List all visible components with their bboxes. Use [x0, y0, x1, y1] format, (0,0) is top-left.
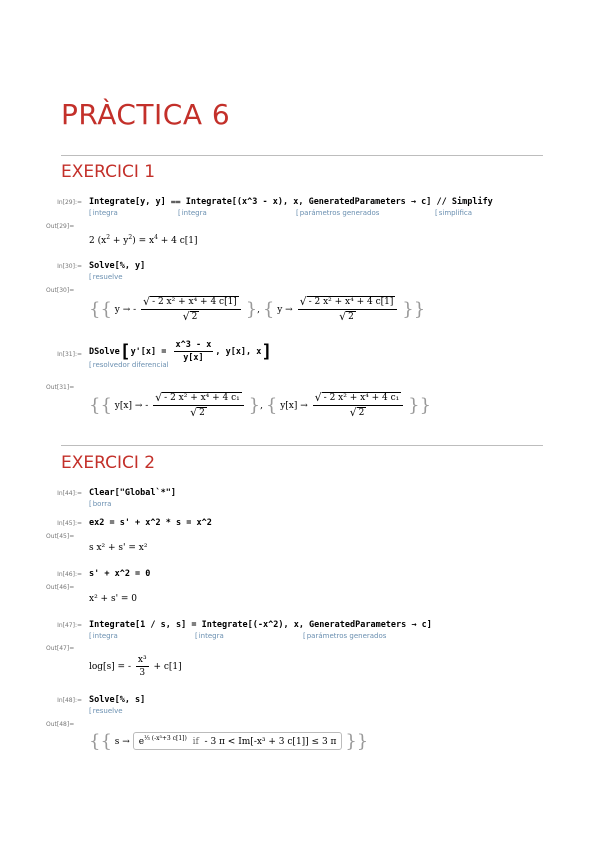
rule-arrow: y[x] → -: [114, 401, 149, 411]
function-hint[interactable]: [ resolvedor diferencial: [89, 361, 169, 369]
exp-power: ⅓ (-x³+3 c[1]): [144, 735, 187, 742]
if-keyword: if: [192, 737, 199, 747]
conditional-expression[interactable]: [133, 732, 343, 750]
output-part: ) = x: [132, 236, 155, 246]
section-heading-ex2: EXERCICI 2: [61, 453, 156, 473]
function-hint[interactable]: [ borra: [89, 500, 111, 508]
input-cell[interactable]: DSolve[y'[x] = $\frac{x\^{}3 - x}{y[x]}$ , y[x], x]: [89, 340, 273, 363]
function-hint[interactable]: [ integra: [89, 209, 118, 217]
input-label: In[44]:=: [57, 490, 82, 497]
fraction-denominator: 3: [139, 668, 146, 678]
input-label: In[48]:=: [57, 697, 82, 704]
output-part: 2 (x: [89, 236, 107, 246]
function-hint[interactable]: [ integra: [195, 632, 224, 640]
output-part: + y: [110, 236, 129, 246]
output-part: + 4 c[1]: [157, 236, 198, 246]
rule-arrow: y[x] →: [280, 401, 308, 411]
function-hint[interactable]: [ parámetros generados: [296, 209, 379, 217]
input-cell[interactable]: Solve[%, s]: [89, 695, 146, 705]
denominator: 2: [191, 312, 198, 322]
rule-arrow: y → -: [114, 305, 137, 315]
fraction-numerator: x³: [137, 655, 147, 665]
output-label: Out[48]=: [46, 721, 75, 728]
denominator: 2: [199, 408, 205, 418]
radicand: - 2 x² + x⁴ + 4 c[1]: [308, 297, 394, 307]
output-label: Out[46]=: [46, 584, 75, 591]
output-cell: x² + s' = 0: [89, 594, 138, 604]
output-part: log[s] = -: [89, 662, 132, 672]
function-hint[interactable]: [ parámetros generados: [303, 632, 386, 640]
section-heading-ex1: EXERCICI 1: [61, 162, 156, 182]
fraction-denominator: y[x]: [183, 353, 204, 363]
input-label: In[31]:=: [57, 351, 82, 358]
output-label: Out[47]=: [46, 645, 75, 652]
output-cell: {{ y → - √ - 2 x² + x⁴ + 4 c[1] √ 2 }, { y → √ - 2 x² + x⁴ + 4 c[1] √ 2 }}: [89, 295, 426, 323]
input-label: In[46]:=: [57, 571, 82, 578]
code-part: y'[x] =: [130, 347, 167, 357]
input-cell[interactable]: Clear["Global`*"]: [89, 488, 176, 498]
code-part: , y[x], x: [215, 347, 262, 357]
output-cell: 2 $(x^2 + y^2) = x^4 + 4$ c[1]: [89, 234, 198, 246]
output-label: Out[31]=: [46, 384, 75, 391]
fraction-numerator: x^3 - x: [175, 340, 212, 350]
output-cell: {{ y[x] → - √ - 2 x² + x⁴ + 4 c₁ √ 2 }, { y[x] → √ - 2 x² + x⁴ + 4 c₁ √ 2 }}: [89, 391, 432, 419]
denominator: 2: [348, 312, 354, 322]
output-label: Out[29]=: [46, 223, 75, 230]
rule-arrow: y →: [277, 305, 293, 315]
radicand: - 2 x² + x⁴ + 4 c₁: [323, 393, 400, 403]
rule-arrow: s →: [114, 737, 130, 747]
page-title: PRÀCTICA 6: [61, 98, 231, 131]
input-cell[interactable]: Solve[%, y]: [89, 261, 146, 271]
input-label: In[47]:=: [57, 622, 82, 629]
output-part: + c[1]: [153, 662, 182, 672]
function-hint[interactable]: [ integra: [178, 209, 207, 217]
input-label: In[45]:=: [57, 520, 82, 527]
output-cell: {{ $s \to e^{\frac{1}{3} (-x^3+3 c[1])}$ if - 3 π < Im[-x³ + 3 c[1]] ≤ 3 π }}: [89, 731, 369, 752]
radicand: - 2 x² + x⁴ + 4 c[1]: [152, 297, 237, 307]
input-cell[interactable]: s' + x^2 = 0: [89, 569, 151, 579]
function-hint[interactable]: [ integra: [89, 632, 118, 640]
code-part: DSolve: [89, 347, 120, 357]
divider: [61, 445, 543, 446]
input-label: In[30]:=: [57, 263, 82, 270]
divider: [61, 155, 543, 156]
input-cell[interactable]: Integrate[y, y] ⩵ Integrate[(x^3 - x), x, GeneratedParameters → c] // Simplify: [89, 197, 493, 207]
condition: - 3 π < Im[-x³ + 3 c[1]] ≤ 3 π: [204, 737, 337, 747]
output-label: Out[30]=: [46, 287, 75, 294]
input-label: In[29]:=: [57, 199, 82, 206]
function-hint[interactable]: [ simplifica: [435, 209, 472, 217]
output-cell: [89, 655, 182, 678]
radicand: - 2 x² + x⁴ + 4 c₁: [164, 393, 240, 403]
input-cell[interactable]: Integrate[1 / s, s] = Integrate[(-x^2), x, GeneratedParameters → c]: [89, 620, 432, 630]
output-cell: s x² + s' = x²: [89, 543, 148, 553]
function-hint[interactable]: [ resuelve: [89, 273, 123, 281]
exp-base: e: [138, 737, 145, 747]
input-cell[interactable]: ex2 = s' + x^2 * s = x^2: [89, 518, 212, 528]
function-hint[interactable]: [ resuelve: [89, 707, 123, 715]
output-label: Out[45]=: [46, 533, 75, 540]
denominator: 2: [358, 408, 365, 418]
